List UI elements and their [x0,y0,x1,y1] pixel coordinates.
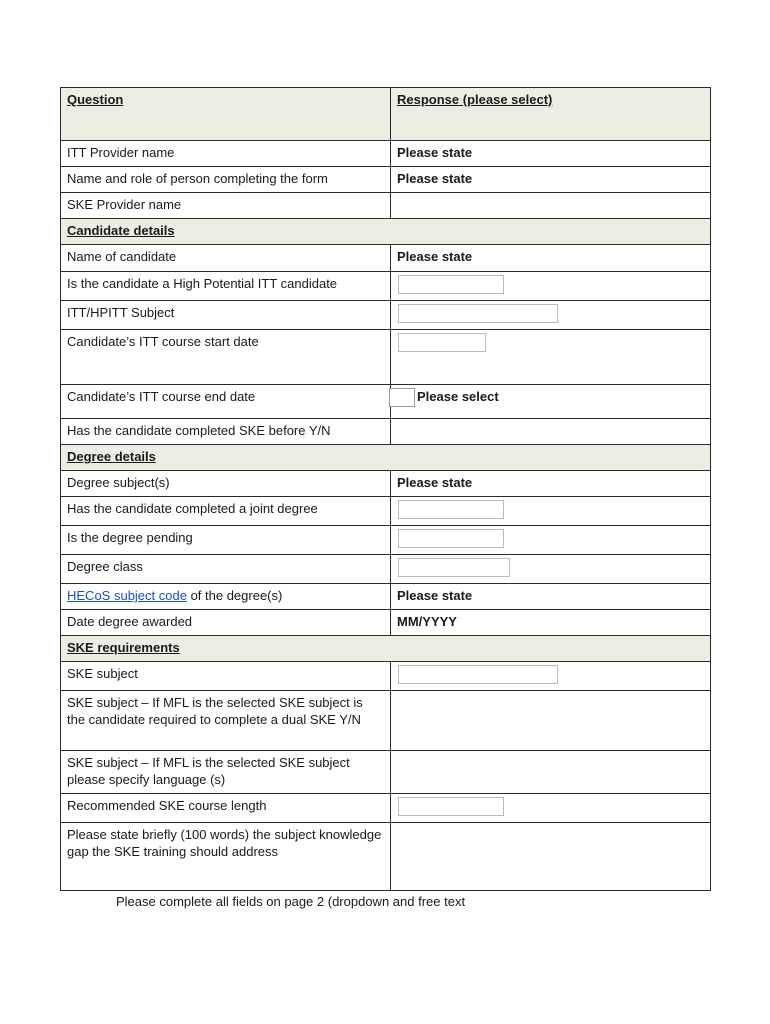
ske-before-label: Has the candidate completed SKE before Y/N [61,419,391,445]
table-row [61,497,711,526]
degree-subjects-field[interactable]: Please state [391,471,711,497]
table-row [61,794,711,823]
table-row [61,141,711,167]
hpitt-dropdown[interactable] [398,275,504,294]
hecos-link[interactable]: HECoS subject code [67,588,187,603]
end-date-select[interactable]: Please select [417,389,499,404]
end-date-cell [391,385,711,419]
date-awarded-field[interactable]: MM/YYYY [391,610,711,636]
table-row [61,555,711,584]
table-row [61,471,711,497]
course-length-cell [391,794,711,823]
table-row [61,419,711,445]
section-row [61,636,711,662]
dual-ske-label: SKE subject – If MFL is the selected SKE subject is the candidate required to complete a dual SKE Y/N [61,691,391,751]
start-date-dropdown[interactable] [398,333,486,352]
joint-degree-label: Has the candidate completed a joint degree [61,497,391,526]
knowledge-gap-label: Please state briefly (100 words) the subject knowledge gap the SKE training should address [61,823,391,891]
degree-class-cell [391,555,711,584]
degree-pending-cell [391,526,711,555]
completer-label: Name and role of person completing the form [61,167,391,193]
table-row [61,662,711,691]
table-row [61,301,711,330]
hpitt-label: Is the candidate a High Potential ITT candidate [61,272,391,301]
table-row [61,610,711,636]
ske-subject-cell [391,662,711,691]
itt-provider-field[interactable]: Please state [391,141,711,167]
start-date-cell [391,330,711,385]
degree-subjects-label: Degree subject(s) [61,471,391,497]
degree-class-label: Degree class [61,555,391,584]
ske-before-field[interactable] [391,419,711,445]
table-row [61,691,711,751]
course-length-label: Recommended SKE course length [61,794,391,823]
end-date-label: Candidate’s ITT course end date [61,385,391,419]
language-field[interactable] [391,751,711,794]
joint-degree-cell [391,497,711,526]
date-awarded-label: Date degree awarded [61,610,391,636]
knowledge-gap-field[interactable] [391,823,711,891]
ske-form-table [60,87,711,891]
end-date-checkbox[interactable] [389,388,415,407]
table-row [61,193,711,219]
table-row [61,751,711,794]
ske-requirements-heading: SKE requirements [61,636,711,662]
candidate-name-field[interactable]: Please state [391,245,711,272]
dual-ske-field[interactable] [391,691,711,751]
table-row [61,385,711,419]
ske-provider-field[interactable] [391,193,711,219]
response-header: Response (please select) [391,88,711,141]
completer-field[interactable]: Please state [391,167,711,193]
degree-pending-label: Is the degree pending [61,526,391,555]
ske-provider-label: SKE Provider name [61,193,391,219]
candidate-name-label: Name of candidate [61,245,391,272]
degree-details-heading: Degree details [61,445,711,471]
ske-subject-dropdown[interactable] [398,665,558,684]
joint-degree-dropdown[interactable] [398,500,504,519]
section-row [61,445,711,471]
table-row [61,526,711,555]
table-row [61,272,711,301]
table-row [61,823,711,891]
table-row [61,584,711,610]
section-row [61,219,711,245]
header-row [61,88,711,141]
table-row [61,330,711,385]
hecos-field[interactable]: Please state [391,584,711,610]
degree-class-dropdown[interactable] [398,558,510,577]
itt-subject-label: ITT/HPITT Subject [61,301,391,330]
ske-subject-label: SKE subject [61,662,391,691]
hpitt-cell [391,272,711,301]
table-row [61,245,711,272]
course-length-dropdown[interactable] [398,797,504,816]
question-header: Question [61,88,391,141]
itt-subject-dropdown[interactable] [398,304,558,323]
degree-pending-dropdown[interactable] [398,529,504,548]
table-row [61,167,711,193]
language-label: SKE subject – If MFL is the selected SKE subject please specify language (s) [61,751,391,794]
start-date-label: Candidate’s ITT course start date [61,330,391,385]
itt-provider-label: ITT Provider name [61,141,391,167]
hecos-label-rest: of the degree(s) [186,588,283,603]
hecos-label [61,584,391,610]
itt-subject-cell [391,301,711,330]
candidate-details-heading: Candidate details [61,219,711,245]
page-footnote: Please complete all fields on page 2 (dropdown and free text [116,894,466,909]
